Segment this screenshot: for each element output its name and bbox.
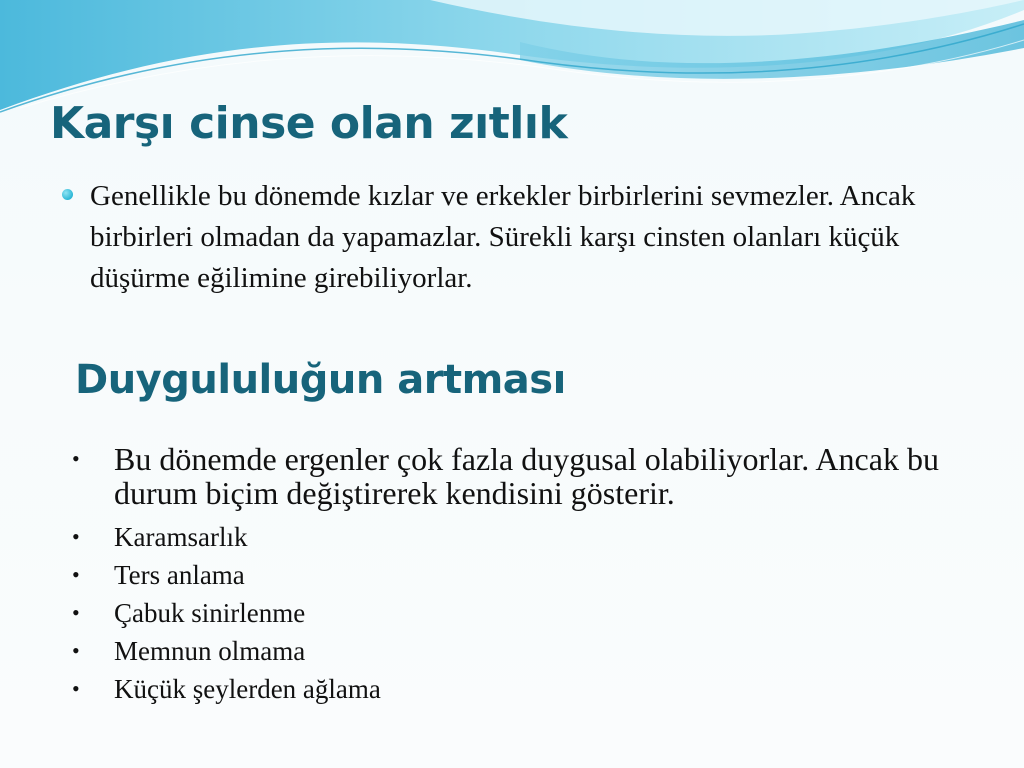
list-item (72, 632, 992, 670)
bullet-dot-icon: • (72, 638, 80, 663)
list-item (72, 442, 992, 510)
list-item-text: Memnun olmama (114, 636, 306, 666)
bullet-list (72, 442, 992, 708)
bullet-dot-icon: • (72, 676, 80, 701)
list-item-text: Çabuk sinirlenme (114, 598, 306, 628)
bullet-dot-icon (62, 189, 73, 200)
bullet-dot-icon: • (72, 446, 80, 471)
list-item-text: Karamsarlık (114, 522, 248, 552)
bullet-dot-icon: • (72, 600, 80, 625)
list-item-text: Ters anlama (114, 560, 245, 590)
slide-title: Karşı cinse olan zıtlık (50, 98, 568, 149)
intro-paragraph: Genellikle bu dönemde kızlar ve erkekler birbirlerini sevmezler. Ancak birbirleri olmadan da yapamazlar. Sürekli karşı cinsten olanları küçük düşürme eğilimine girebiliyorlar. (90, 180, 916, 294)
list-item-text: Bu dönemde ergenler çok fazla duygusal olabiliyorlar. Ancak bu durum biçim değiştirerek kendisini gösterir. (114, 441, 939, 511)
list-item-text: Küçük şeylerden ağlama (114, 674, 381, 704)
section-title: Duygululuğun artması (75, 357, 566, 403)
list-item (72, 670, 992, 708)
bullet-dot-icon: • (72, 562, 80, 587)
intro-bullet-item (62, 176, 982, 299)
list-item (72, 594, 992, 632)
list-item (72, 556, 992, 594)
bullet-dot-icon: • (72, 524, 80, 549)
list-item (72, 518, 992, 556)
